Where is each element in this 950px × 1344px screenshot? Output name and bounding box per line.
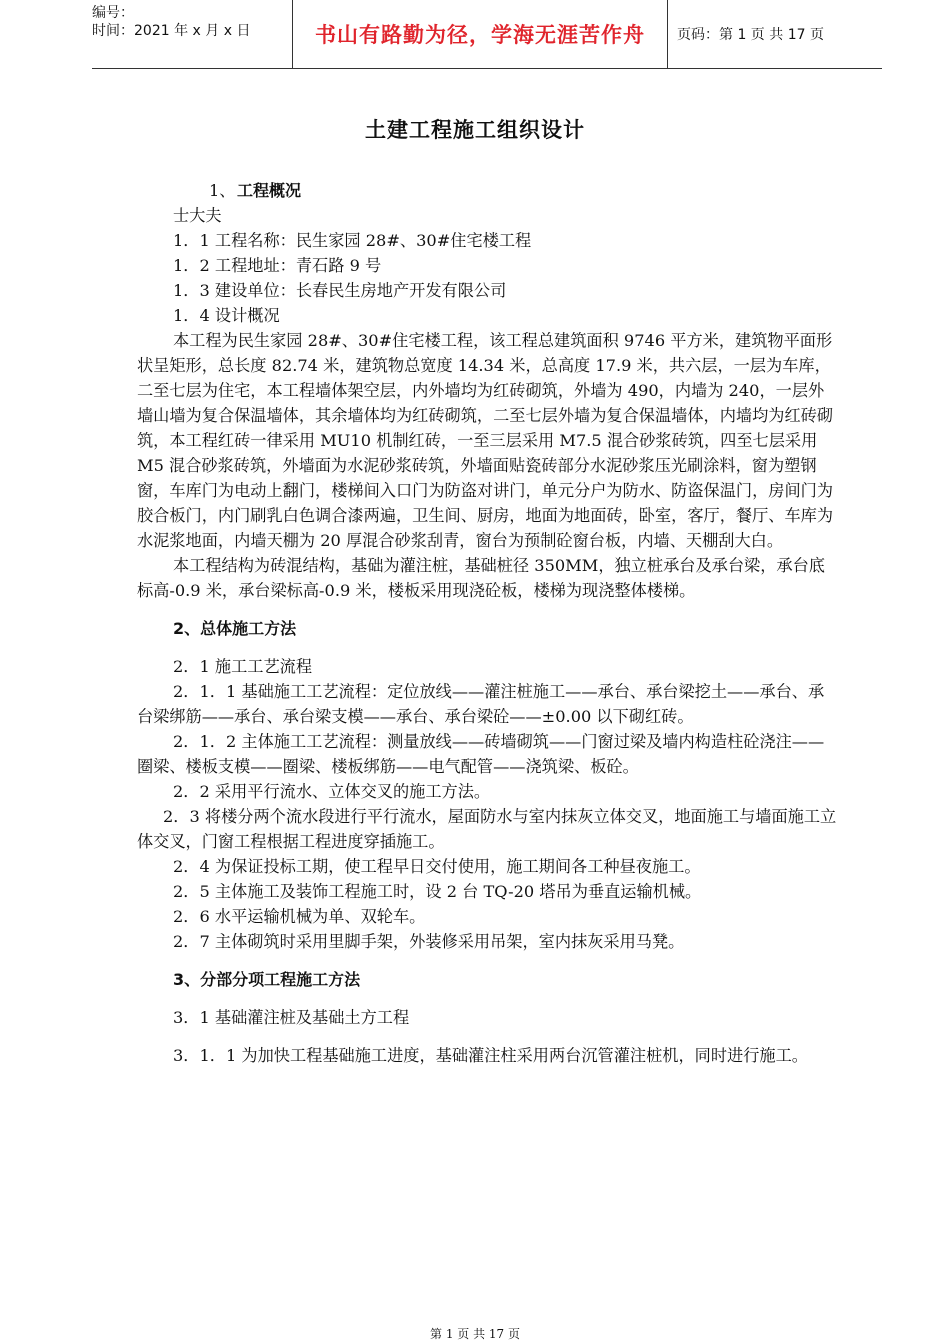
list-item: 1．4 设计概况 (173, 306, 280, 325)
header-meta (92, 0, 292, 72)
list-item: 2．7 主体砌筑时采用里脚手架，外装修采用吊架，室内抹灰采用马凳。 (173, 932, 685, 951)
section1-title: 工程概况 (237, 181, 302, 200)
document-time: 时间：2021 年 x 月 x 日 (92, 23, 251, 39)
list-item: 2．2 采用平行流水、立体交叉的施工方法。 (173, 782, 491, 801)
motto-text: 书山有路勤为径，学海无涯苦作舟 (315, 23, 645, 47)
list-item: 2．1．1 基础施工工艺流程：定位放线——灌注桩施工——承台、承台梁挖土——承台、承台梁绑筋——承台、承台梁支模——承台、承台梁砼——±0.00 以下砌红砖。 (137, 682, 825, 726)
list-item: 2．1．2 主体施工工艺流程：测量放线——砖墙砌筑——门窗过梁及墙内构造柱砼浇注——圈梁、楼板支模——圈梁、楼板绑筋——电气配管——浇筑梁、板砼。 (137, 732, 825, 776)
document-number-label: 编号： (92, 5, 134, 21)
list-item: 2．4 为保证投标工期，使工程早日交付使用，施工期间各工种昼夜施工。 (173, 857, 701, 876)
list-item: 2．1 施工工艺流程 (173, 657, 313, 676)
page-footer: 第 1 页 共 17 页 (430, 1327, 520, 1341)
section3-heading: 3、分部分项工程施工方法 (173, 970, 361, 989)
document-title: 土建工程施工组织设计 (365, 118, 585, 142)
header-page-info: 页码：第 1 页 共 17 页 (677, 27, 824, 43)
list-item: 1．2 工程地址：青石路 9 号 (173, 256, 382, 275)
section2-heading: 2、总体施工方法 (173, 619, 297, 638)
section1-number: 1、 (209, 181, 236, 200)
page-header (92, 0, 882, 69)
section3-subheading: 3．1 基础灌注桩及基础土方工程 (173, 1008, 410, 1027)
section1-heading (137, 178, 837, 203)
list-item: 1．1 工程名称：民生家园 28#、30#住宅楼工程 (173, 231, 532, 250)
list-item: 2．6 水平运输机械为单、双轮车。 (173, 907, 426, 926)
document-body (137, 178, 837, 1068)
design-overview-paragraph: 本工程为民生家园 28#、30#住宅楼工程，该工程总建筑面积 9746 平方米，建筑物平面形状呈矩形，总长度 82.74 米，建筑物总宽度 14.34 米，总高度 17.9 米，共六层，一层为车库，二至七层为住宅，本工程墙体架空层，内外墙均为红砖砌筑，外墙为 490，内墙为 240，一层外墙山墙为复合保温墙体，其余墙体均为红砖砌筑，二至七层外墙为复合保温墙体，内墙均为红砖砌筑，本工程红砖一律采用 MU10 机制红砖，一至三层采用 M7.5 混合砂浆砖筑，四至七层采用 M5 混合砂浆砖筑，外墙面为水泥砂浆砖筑，外墙面贴瓷砖部分水泥砂浆压光刷涂料，窗为塑钢窗，车库门为电动上翻门，楼梯间入口门为防盗对讲门，单元分户为防水、防盗保温门，房间门为胶合板门，内门刷乳白色调合漆两遍，卫生间、厨房，地面为地面砖，卧室，客厅，餐厅、车库为水泥浆地面，内墙天棚为 20 厚混合砂浆刮青，窗台为预制砼窗台板，内墙、天棚刮大白。 (137, 331, 834, 550)
header-motto-cell (292, 0, 668, 68)
section3-paragraph: 3．1．1 为加快工程基础施工进度，基础灌注柱采用两台沉管灌注桩机，同时进行施工。 (173, 1046, 808, 1065)
list-item: 2．3 将楼分两个流水段进行平行流水，屋面防水与室内抹灰立体交叉，地面施工与墙面施工立体交叉，门窗工程根据工程进度穿插施工。 (137, 807, 837, 851)
list-item: 1．3 建设单位：长春民生房地产开发有限公司 (173, 281, 507, 300)
section1-subline: 士大夫 (173, 206, 222, 225)
structure-paragraph: 本工程结构为砖混结构，基础为灌注桩，基础桩径 350MM，独立桩承台及承台梁，承台底标高-0.9 米，承台梁标高-0.9 米，楼板采用现浇砼板，楼梯为现浇整体楼梯。 (137, 556, 825, 600)
list-item: 2．5 主体施工及装饰工程施工时，设 2 台 TQ-20 塔吊为垂直运输机械。 (173, 882, 702, 901)
